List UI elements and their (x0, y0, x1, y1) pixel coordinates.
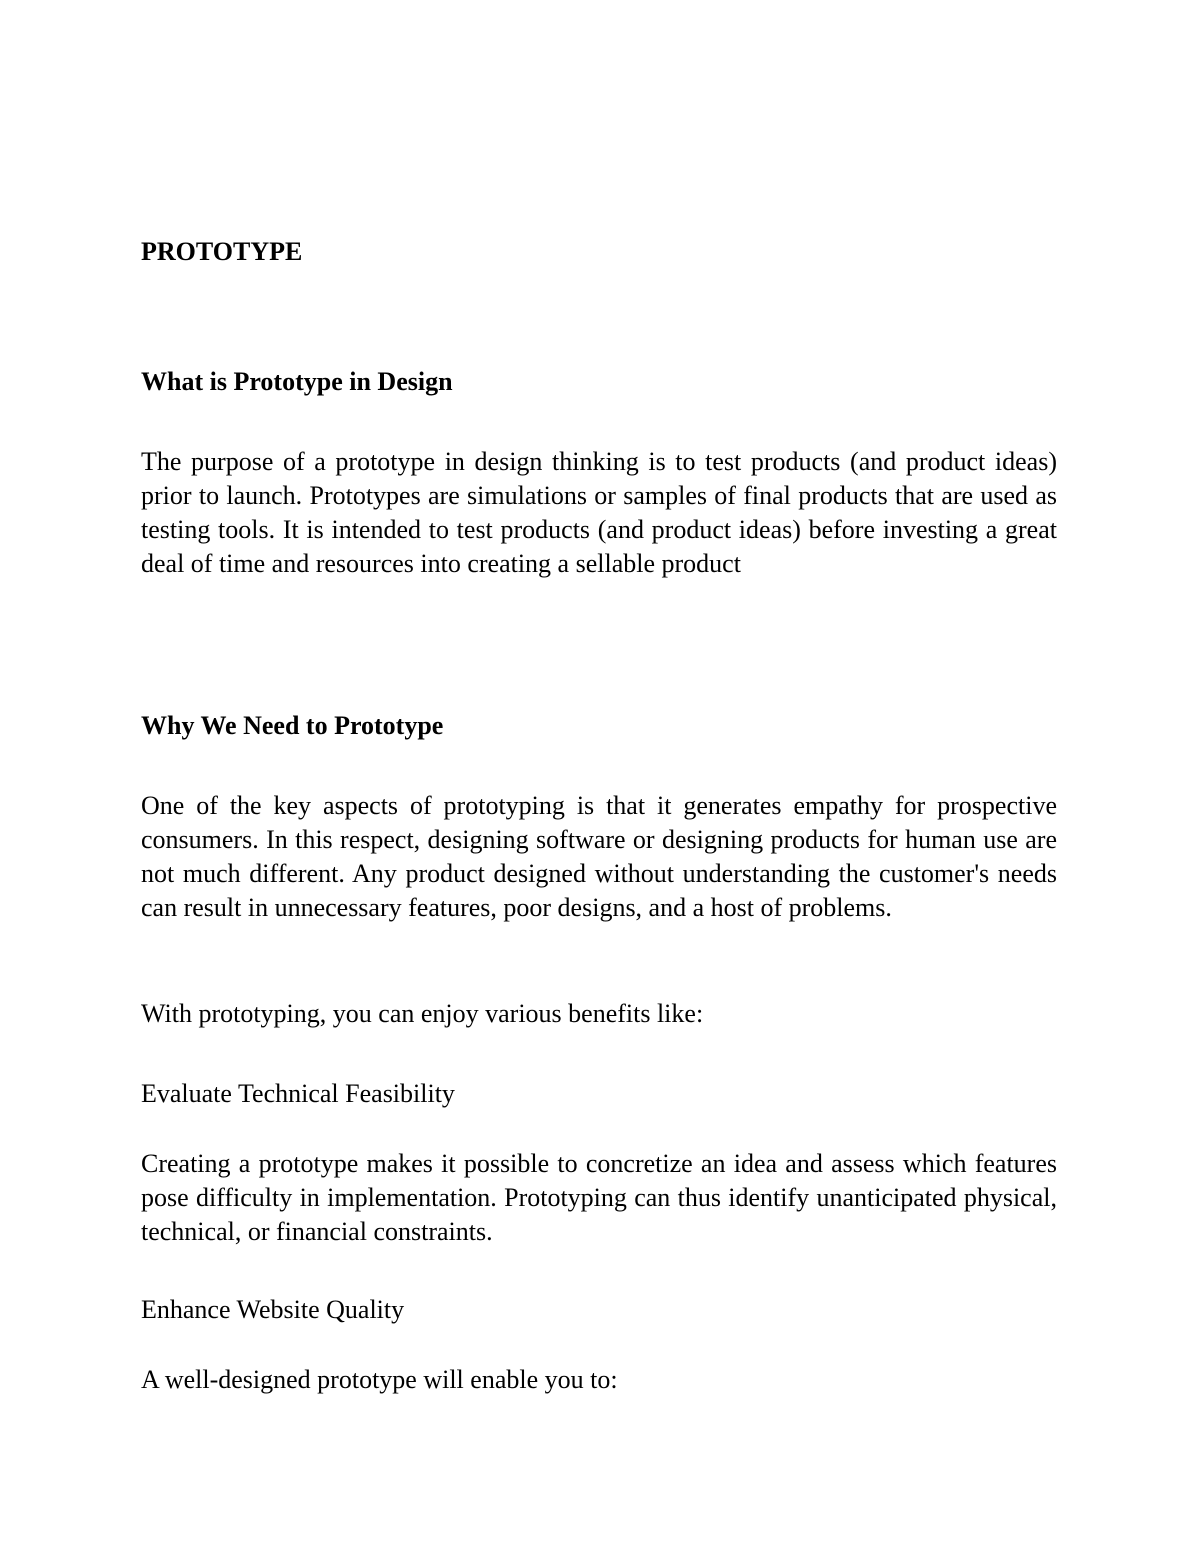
paragraph-technical-feasibility: Creating a prototype makes it possible to concretize an idea and assess which features pose difficulty in implementation. Prototyping can thus identify unanticipated physical, technical, or financial constraints. (141, 1149, 1057, 1246)
benefits-intro: With prototyping, you can enjoy various benefits like: (141, 999, 704, 1028)
subheading-website-quality: Enhance Website Quality (141, 1295, 405, 1324)
section-heading-what-is-prototype: What is Prototype in Design (141, 367, 453, 396)
section-paragraph-purpose: The purpose of a prototype in design thinking is to test products (and product ideas) prior to launch. Prototypes are simulations or samples of final products that are used as testing tools. It is intended to test products (and product ideas) before investing a great deal of time and resources into creating a sellable product (141, 447, 1057, 578)
section-heading-why-prototype: Why We Need to Prototype (141, 711, 444, 740)
paragraph-website-quality: A well-designed prototype will enable you to: (141, 1365, 618, 1394)
document-title: PROTOTYPE (141, 237, 303, 266)
subheading-technical-feasibility: Evaluate Technical Feasibility (141, 1079, 455, 1108)
section-paragraph-empathy: One of the key aspects of prototyping is that it generates empathy for prospective consumers. In this respect, designing software or designing products for human use are not much different. Any product designed without understanding the customer's needs can result in unnecessary features, poor designs, and a host of problems. (141, 791, 1057, 922)
